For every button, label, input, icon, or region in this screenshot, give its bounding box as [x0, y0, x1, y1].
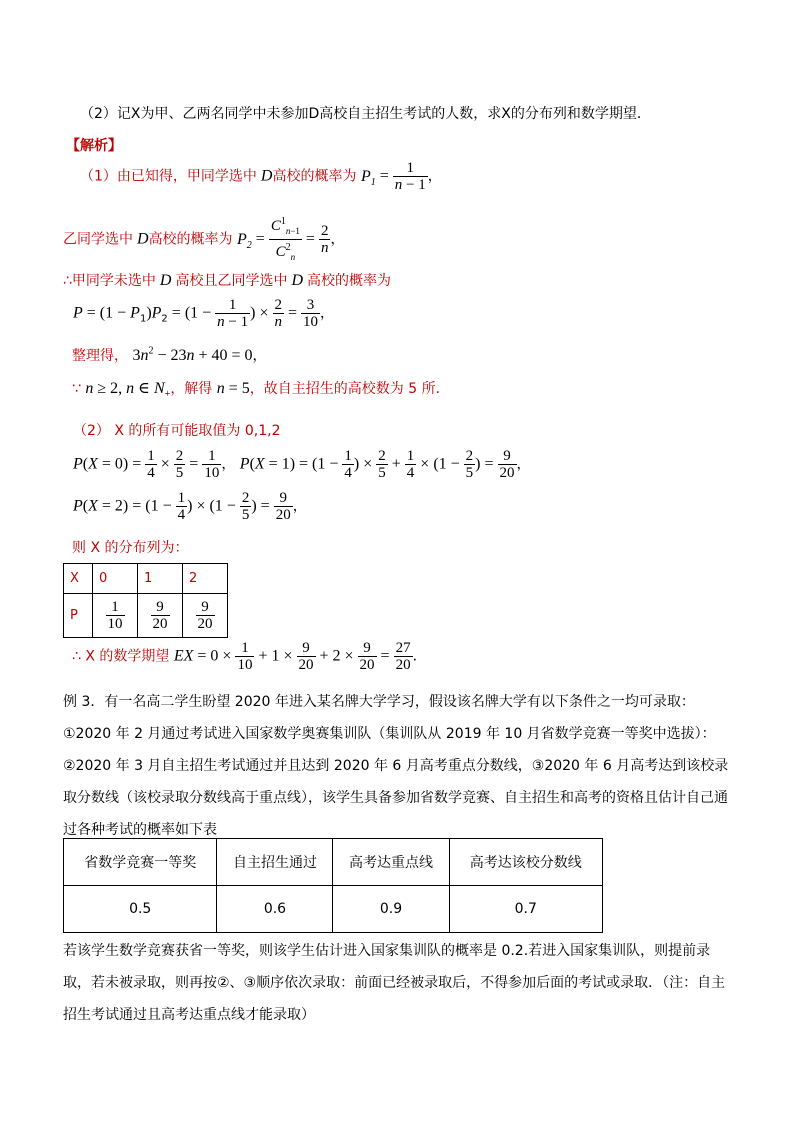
- table-cell: X: [64, 564, 93, 594]
- table-header: 自主招生通过: [217, 839, 333, 886]
- question-2: （2）记X为甲、乙两名同学中未参加D高校自主招生考试的人数，求X的分布列和数学期望．: [80, 106, 651, 122]
- table-cell: 1: [138, 564, 183, 594]
- solution-text: 乙同学选中: [63, 231, 133, 248]
- solution-text: ∴甲同学未选中: [63, 273, 156, 289]
- solution-line-10: 则 X 的分布列为：: [72, 540, 189, 556]
- solution-text: 高校的概率为: [272, 168, 357, 185]
- solution-text: ∴ X 的数学期望: [72, 648, 170, 665]
- solution-text: 高校的概率为: [148, 231, 233, 248]
- solution-line-6: ∵ n ≥ 2, n ∈ $N_+$，解得 n = 5，故自主招生的高校数为 5 所．: [72, 380, 450, 401]
- table-cell: 0.5: [64, 886, 217, 933]
- table-cell: 0: [93, 564, 138, 594]
- table-row: [64, 839, 603, 886]
- solution-line-7: （2） X 的所有可能取值为 0,1,2: [73, 423, 281, 439]
- table-header: 省数学竞赛一等奖: [64, 839, 217, 886]
- probability-table: [63, 838, 603, 933]
- solution-line-9: P(X = 2) = (1 − $\frac{1}{4}$ ) × (1 − $\frac{2}{5}$ ) = $\frac{9}{20}$ ，: [73, 490, 307, 523]
- table-cell: $\frac{9}{20}$: [183, 594, 228, 638]
- table-row: [64, 564, 228, 594]
- solution-text: 高校的概率为: [307, 273, 392, 289]
- table-cell: $\frac{9}{20}$: [138, 594, 183, 638]
- solution-text: （1）由已知得，甲同学选中: [80, 168, 257, 185]
- solution-text: ，故自主招生的高校数为 5 所．: [249, 381, 450, 397]
- table-cell: 0.9: [333, 886, 449, 933]
- solution-line-5: 整理得， $3n^2 - 23n + 40 = 0$，: [72, 345, 267, 364]
- table-row: [64, 886, 603, 933]
- distribution-table: [63, 563, 228, 638]
- solution-line-8: P(X = 0) = $\frac{1}{4}$ × $\frac{2}{5}$ = $\frac{1}{10}$ ， P(X = 1) = (1 − $\frac{1}{4}$ ) × $\frac{2}{5}$ + $\frac{1}{4}$ × (1 − $\frac{2}{5}$ ) = $\frac{9}{20}$ ，: [73, 448, 531, 481]
- solution-line-4: $P = (1 - P_1)P_2 = (1$ − $\frac{1}{n - 1}$ ) × $\frac{2}{n}$ = $\frac{3}{10}$ ，: [73, 297, 335, 330]
- table-cell: 0.7: [449, 886, 602, 933]
- table-cell: 0.6: [217, 886, 333, 933]
- solution-line-1: （1）由已知得，甲同学选中 D高校的概率为 $P_1$ = $\frac{1}{n - 1}$ ，: [80, 160, 442, 193]
- table-header: 高考达重点线: [333, 839, 449, 886]
- table-cell: 2: [183, 564, 228, 594]
- solution-line-11: ∴ X 的数学期望 EX = 0 × $\frac{1}{10}$ + 1 × $\frac{9}{20}$ + 2 × $\frac{9}{20}$ = $\frac{27}{20}$ ．: [72, 640, 427, 673]
- table-cell: P: [64, 594, 93, 638]
- solution-text: ，解得: [170, 381, 213, 397]
- solution-text: 整理得，: [72, 348, 128, 364]
- solution-text: 高校且乙同学选中: [175, 273, 288, 289]
- table-header: 高考达该校分数线: [449, 839, 602, 886]
- table-cell: $\frac{1}{10}$: [93, 594, 138, 638]
- solution-line-2: 乙同学选中 D高校的概率为 $P_2$ = $\frac{C^1_{n-1}}{C^2_n}$ = $\frac{2}{n}$ ，: [63, 216, 345, 262]
- table-row: [64, 594, 228, 638]
- closing-paragraph: 若该学生数学竞赛获省一等奖，则该学生估计进入国家集训队的概率是 0.2.若进入国家集训队，则提前录取，若未被录取，则再按②、③顺序依次录取：前面已经被录取后，不得参加后面的考试或录取．（注：自主招生考试通过且高考达重点线才能录取）: [63, 943, 726, 1023]
- example-3-text: 例 3．有一名高二学生盼望 2020 年进入某名牌大学学习，假设该名牌大学有以下条件之一均可录取：①2020 年 2 月通过考试进入国家数学奥赛集训队（集训队从 2019 年 10 月省数学竞赛一等奖中选拔）：②2020 年 3 月自主招生考试通过并且达到 2020 年 6 月高考重点分数线，③2020 年 6 月高考达到该校录取分数线（该校录取分数线高于重点线），该学生具备参加省数学竞赛、自主招生和高考的资格且估计自己通过各种考试的概率如下表: [63, 694, 729, 838]
- solution-line-3: ∴甲同学未选中 D 高校且乙同学选中 D 高校的概率为: [63, 272, 392, 289]
- analysis-heading: 【解析】: [66, 138, 122, 154]
